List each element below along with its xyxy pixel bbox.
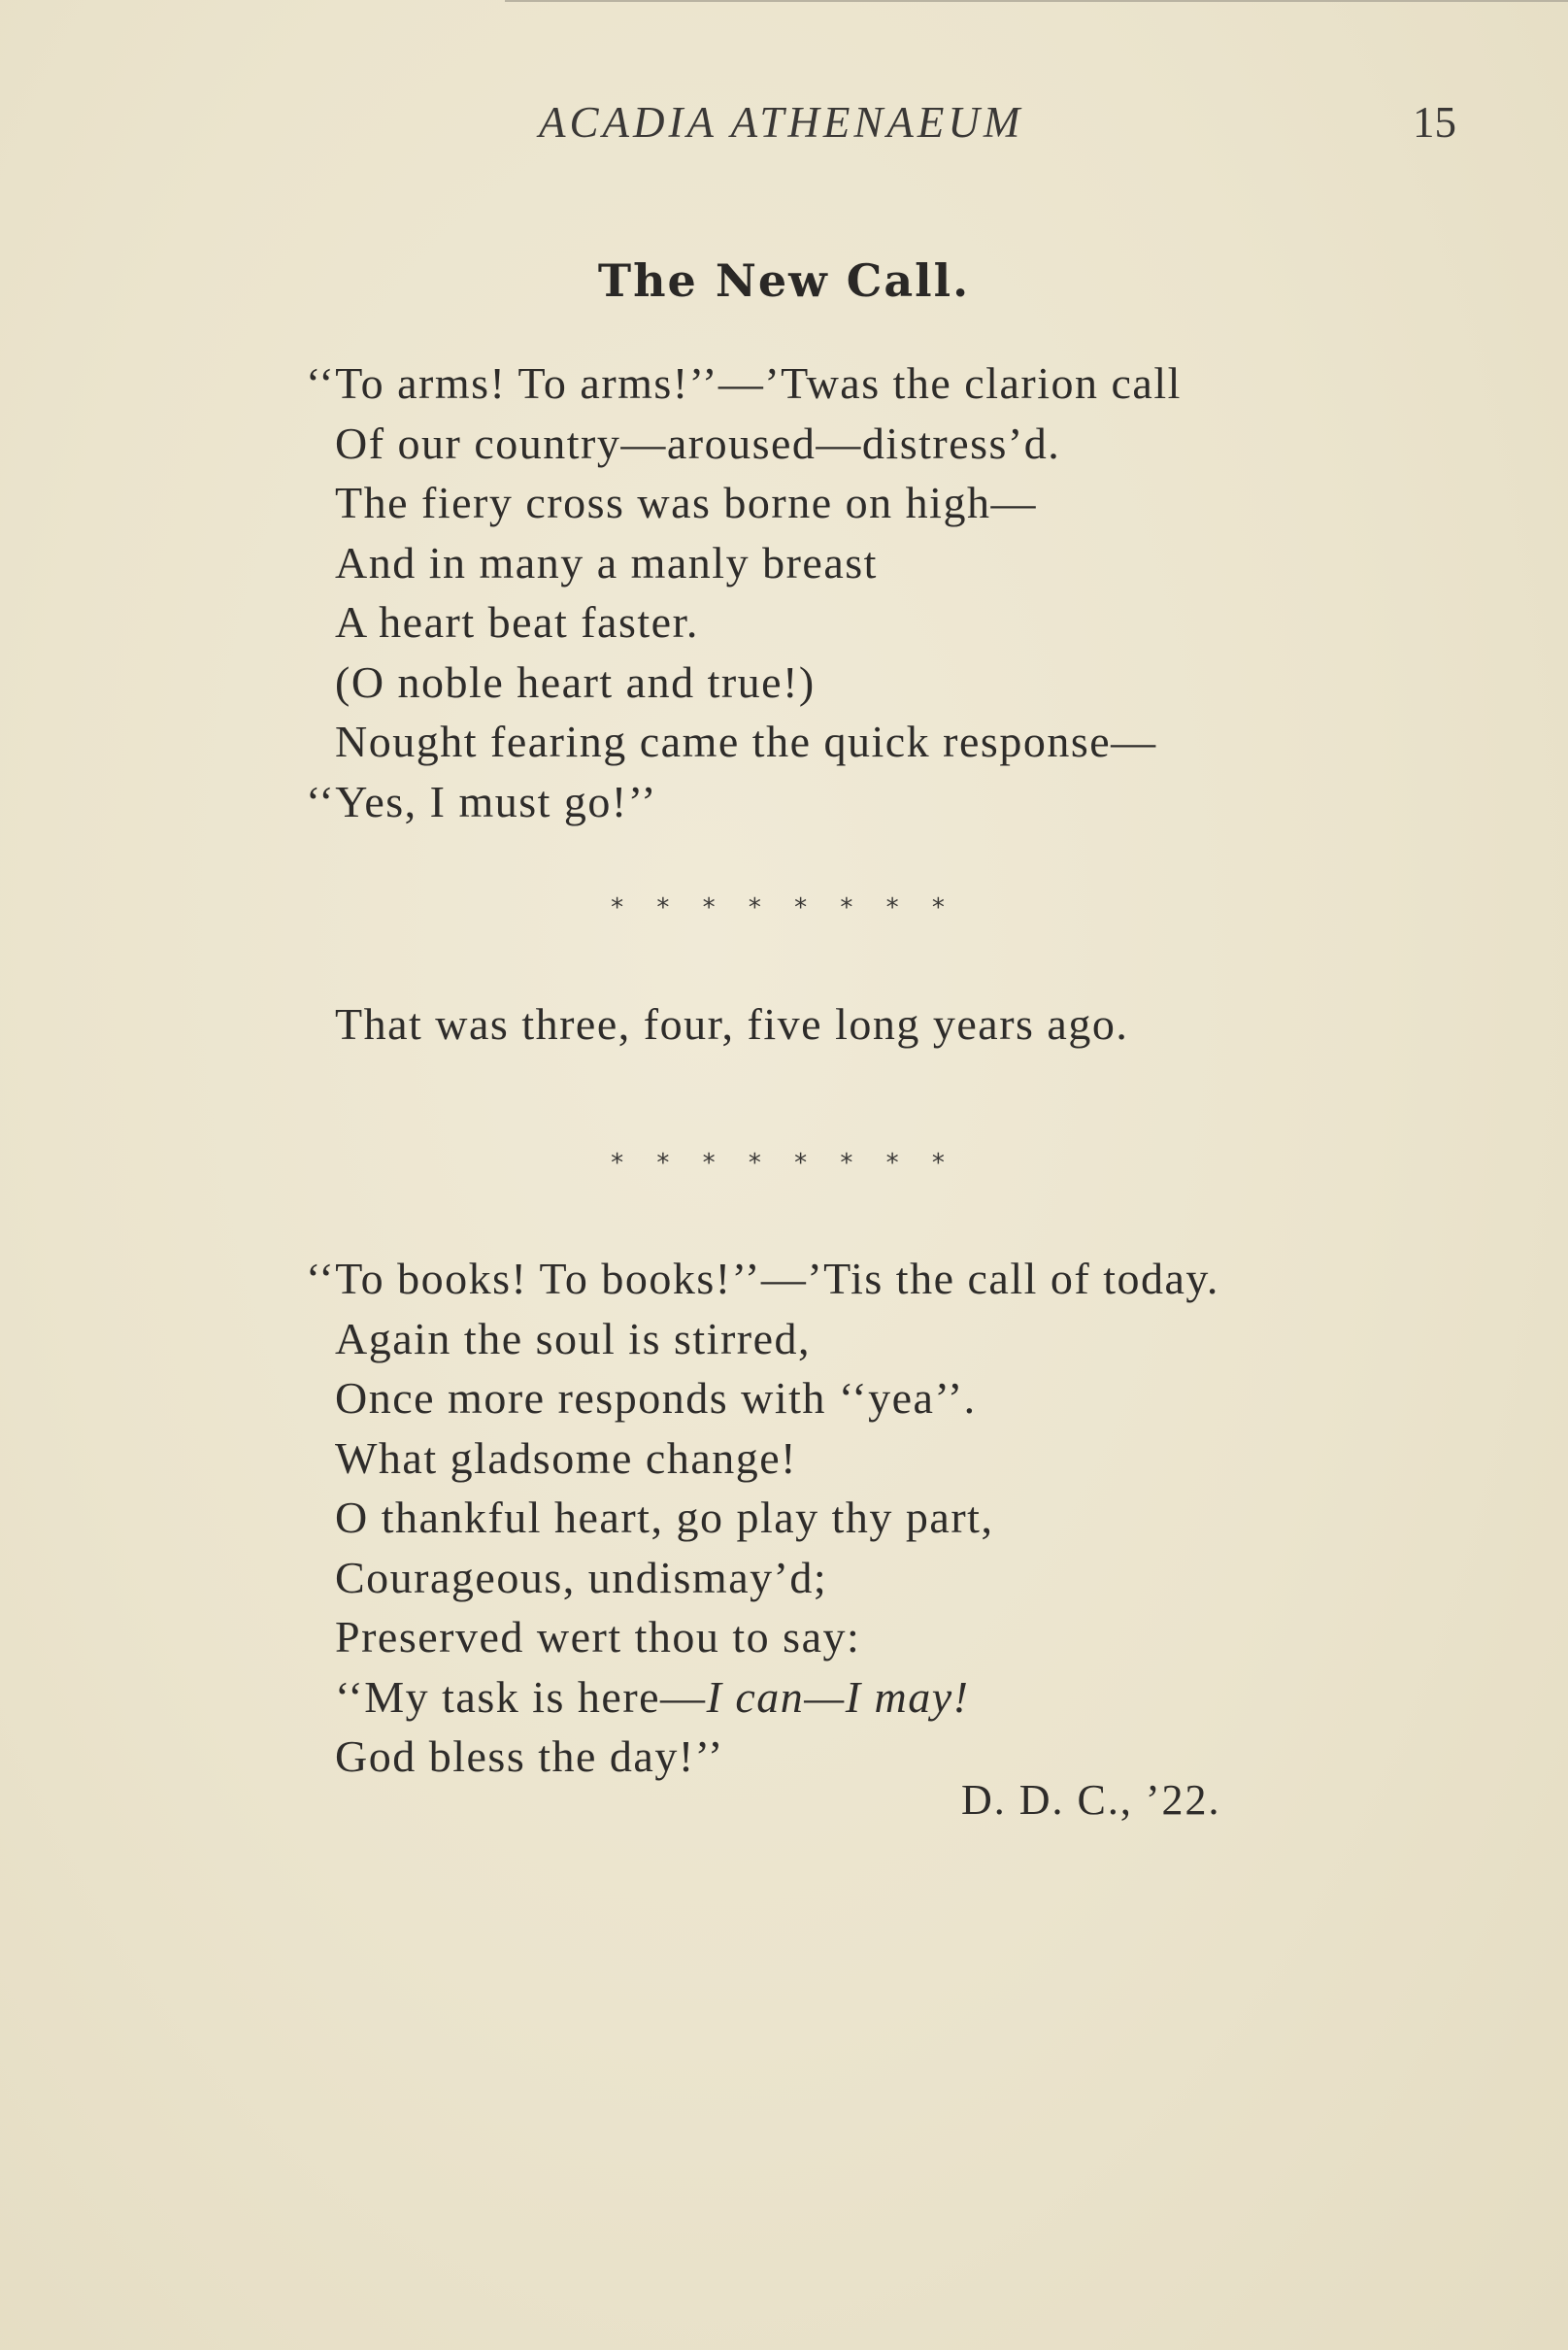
poem-line: Again the soul is stirred, xyxy=(335,1313,811,1363)
middle-line: That was three, four, five long years ago. xyxy=(335,999,1129,1049)
poem-line: ‘‘To books! To books!’’—’Tis the call of today. xyxy=(306,1254,1219,1303)
poem-line: (O noble heart and true!) xyxy=(335,656,816,707)
poem-line: ‘‘To arms! To arms!’’—’Twas the clarion call xyxy=(306,358,1182,408)
poem-line: A heart beat faster. xyxy=(335,597,699,647)
separator-stars: * * * * * * * * xyxy=(611,893,957,923)
poem-line-quote xyxy=(306,1667,1219,1728)
signature: D. D. C., ’22. xyxy=(961,1776,1221,1824)
page-number: 15 xyxy=(1413,98,1456,147)
separator-stars: * * * * * * * * xyxy=(611,1149,957,1178)
poem-line: Of our country—aroused—distress’d. xyxy=(335,418,1061,468)
quote-italic: I can—I may! xyxy=(706,1671,970,1722)
poem-line: ‘‘Yes, I must go!’’ xyxy=(306,776,657,826)
stanza-2 xyxy=(306,1249,1219,1787)
poem-line: Preserved wert thou to say: xyxy=(335,1612,861,1662)
poem-line: The fiery cross was borne on high— xyxy=(335,478,1037,527)
poem-title: The New Call. xyxy=(597,254,971,307)
poem-line: Nought fearing came the quick response— xyxy=(335,717,1157,766)
quote-prefix: ‘‘My task is here— xyxy=(335,1671,707,1722)
running-title: ACADIA ATHENAEUM xyxy=(539,98,1024,147)
poem-line: O thankful heart, go play thy part, xyxy=(335,1493,994,1542)
poem-line: And in many a manly breast xyxy=(335,537,878,588)
top-rule xyxy=(505,0,1568,2)
poem-line: Courageous, undismay’d; xyxy=(335,1552,828,1602)
stanza-1 xyxy=(306,353,1182,831)
poem-line: What gladsome change! xyxy=(335,1432,797,1483)
poem-line: God bless the day!’’ xyxy=(335,1731,724,1781)
poem-line: Once more responds with ‘‘yea’’. xyxy=(335,1373,977,1423)
